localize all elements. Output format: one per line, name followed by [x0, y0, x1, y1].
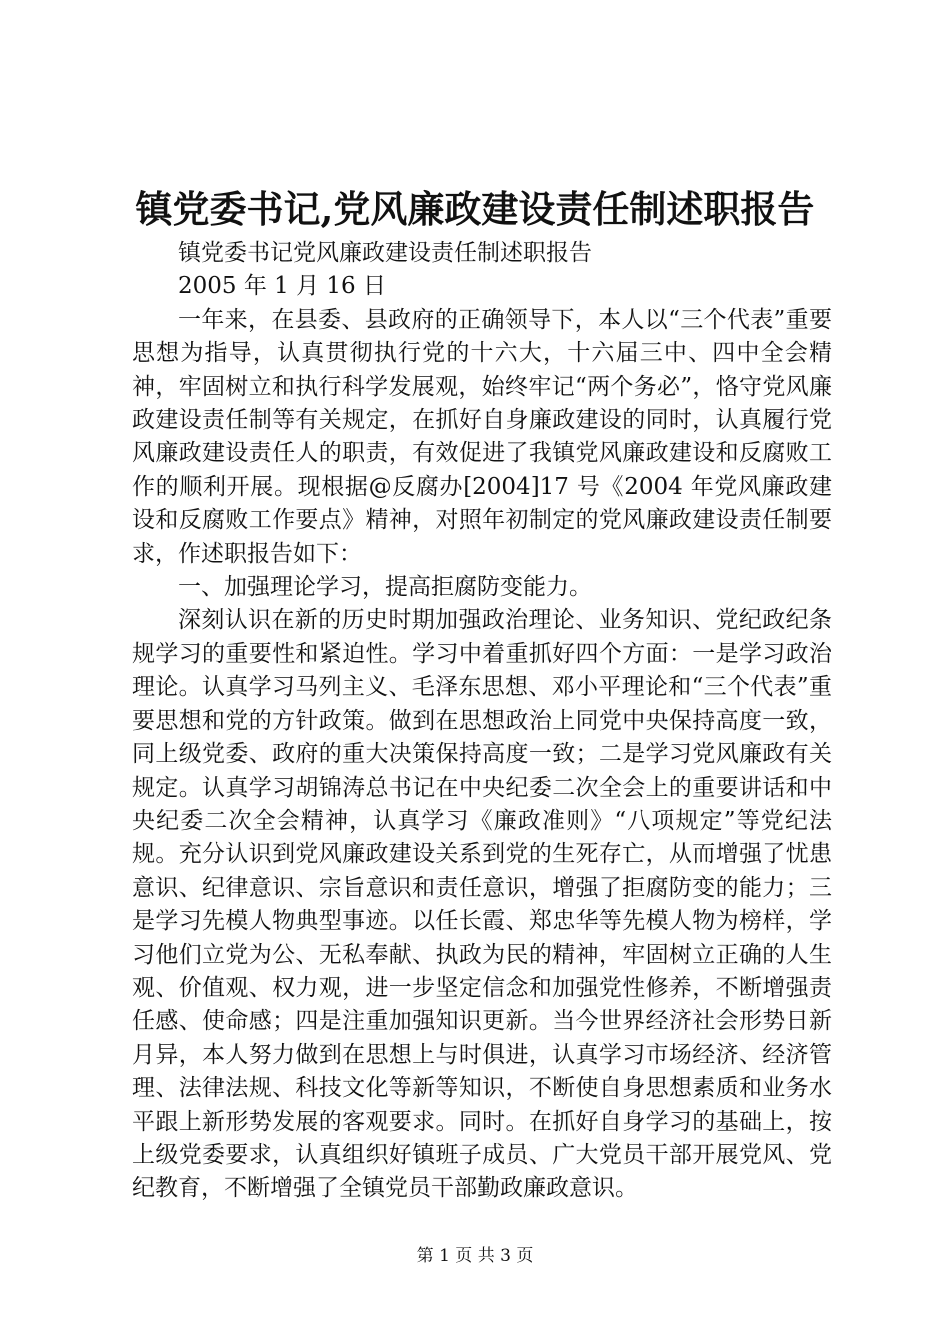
page-footer: 第 1 页 共 3 页 — [416, 1246, 534, 1266]
section-heading: 一、加强理论学习，提高拒腐防变能力。 — [178, 574, 592, 601]
document-subtitle: 镇党委书记党风廉政建设责任制述职报告 — [178, 240, 592, 266]
document-title: 镇党委书记,党风廉政建设责任制述职报告 — [135, 187, 815, 231]
paragraph-study: 深刻认识在新的历史时期加强政治理论、业务知识、党纪政纪条规学习的重要性和紧迫性。学习中着重抓好四个方面：一是学习政治理论。认真学习马列主义、毛泽东思想、邓小平理论和“三个代表”重要思想和党的方针政策。做到在思想政治上同党中央保持高度一致，同上级党委、政府的重大决策保持高度一致；二是学习党风廉政有关规定。认真学习胡锦涛总书记在中央纪委二次全会上的重要讲话和中央纪委二次全会精神，认真学习《廉政准则》“八项规定”等党纪法规。充分认识到党风廉政建设关系到党的生死存亡，从而增强了忧患意识、纪律意识、宗旨意识和责任意识，增强了拒腐防变的能力；三是学习先模人物典型事迹。以任长霞、郑忠华等先模人物为榜样，学习他们立党为公、无私奉献、执政为民的精神，牢固树立正确的人生观、价值观、权力观，进一步坚定信念和加强党性修养，不断增强责任感、使命感；四是注重加强知识更新。当今世界经济社会形势日新月异，本人努力做到在思想上与时俱进，认真学习市场经济、经济管理、法律法规、科技文化等新等知识，不断使自身思想素质和业务水平跟上新形势发展的客观要求。同时。在抓好自身学习的基础上，按上级党委要求，认真组织好镇班子成员、广大党员干部开展党风、党纪教育，不断增强了全镇党员干部勤政廉政意识。 — [132, 607, 832, 1202]
document-date: 2005 年 1 月 16 日 — [178, 273, 386, 300]
paragraph-intro: 一年来，在县委、县政府的正确领导下，本人以“三个代表”重要思想为指导，认真贯彻执行党的十六大，十六届三中、四中全会精神，牢固树立和执行科学发展观，始终牢记“两个务必”，恪守党风廉政建设责任制等有关规定，在抓好自身廉政建设的同时，认真履行党风廉政建设责任人的职责，有效促进了我镇党风廉政建设和反腐败工作的顺利开展。现根据@反腐办[2004]17 号《2004 年党风廉政建设和反腐败工作要点》精神，对照年初制定的党风廉政建设责任制要求，作述职报告如下： — [132, 306, 832, 567]
document-body — [132, 237, 832, 1206]
